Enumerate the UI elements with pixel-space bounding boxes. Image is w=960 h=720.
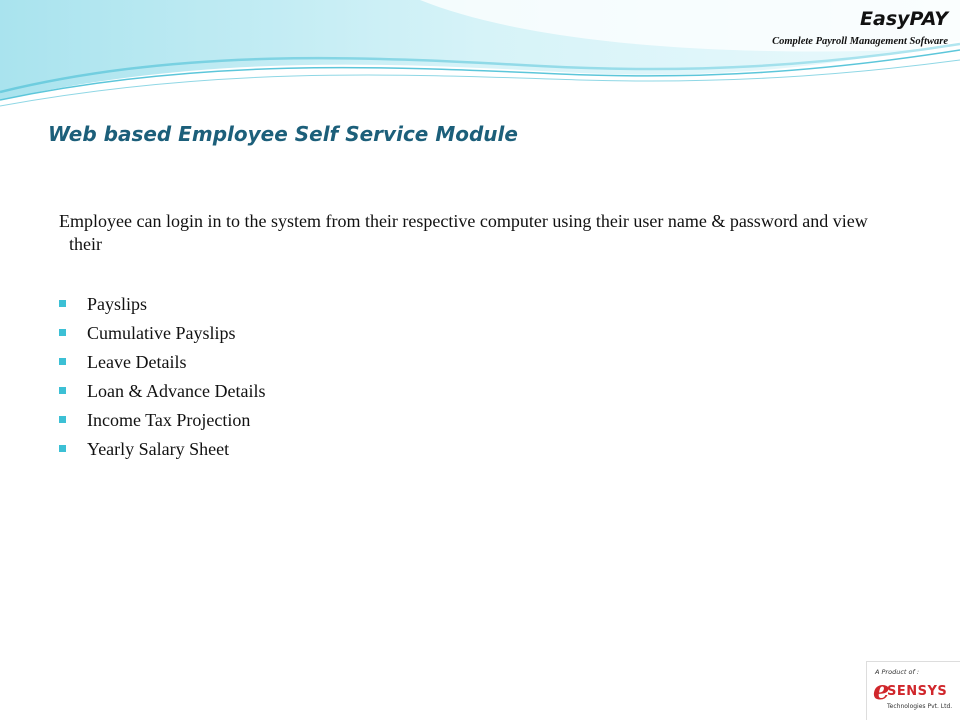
list-item: [59, 318, 265, 347]
slide-title: Web based Employee Self Service Module: [48, 122, 518, 146]
feature-list: [59, 289, 265, 463]
list-item: [59, 405, 265, 434]
square-bullet-icon: [59, 387, 66, 394]
logo-e-icon: e: [873, 676, 890, 706]
brand-tagline: Complete Payroll Management Software: [772, 36, 948, 47]
list-item-label: Income Tax Projection: [87, 409, 251, 430]
square-bullet-icon: [59, 445, 66, 452]
brand-name: EasyPAY: [860, 8, 948, 30]
intro-text: Employee can login in to the system from their respective computer using their user name & password and view their: [59, 211, 868, 254]
list-item-label: Payslips: [87, 293, 148, 314]
list-item: [59, 347, 265, 376]
list-item: [59, 289, 265, 318]
square-bullet-icon: [59, 300, 66, 307]
list-item-label: Yearly Salary Sheet: [87, 438, 230, 459]
square-bullet-icon: [59, 416, 66, 423]
square-bullet-icon: [59, 358, 66, 365]
brand-block: [772, 8, 948, 47]
list-item-label: Cumulative Payslips: [87, 322, 236, 343]
logo-subtitle: Technologies Pvt. Ltd.: [887, 703, 953, 710]
square-bullet-icon: [59, 329, 66, 336]
list-item: [59, 376, 265, 405]
logo-name: SENSYS: [887, 684, 948, 699]
list-item-label: Loan & Advance Details: [87, 380, 266, 401]
logo-product-of: A Product of :: [875, 668, 920, 676]
list-item-label: Leave Details: [87, 351, 187, 372]
list-item: [59, 434, 265, 463]
sensys-logo: [866, 661, 960, 720]
